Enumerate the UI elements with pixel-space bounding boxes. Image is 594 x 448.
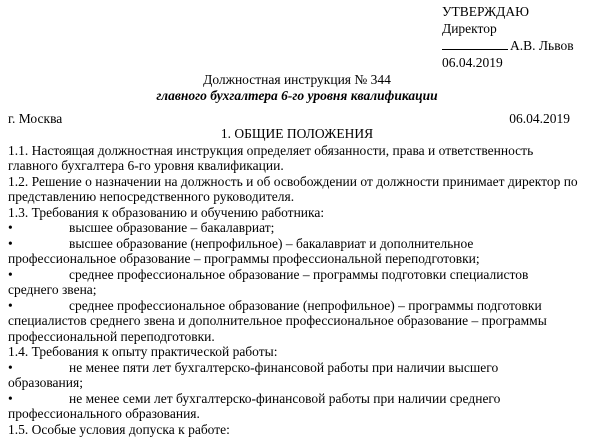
signature-line bbox=[442, 37, 508, 50]
document-title: Должностная инструкция № 344 bbox=[203, 72, 391, 87]
approval-date: 06.04.2019 bbox=[442, 54, 503, 70]
bullet-icon: • bbox=[8, 359, 13, 375]
document-city: г. Москва bbox=[8, 111, 63, 126]
bullet-icon: • bbox=[8, 220, 13, 235]
approval-signer: А.В. Львов bbox=[510, 38, 574, 53]
list-item-text: высшее образование – бакалавриат; bbox=[69, 220, 275, 235]
list-item bbox=[8, 220, 586, 236]
paragraph-1-3: 1.3. Требования к образованию и обучению работника: bbox=[8, 204, 325, 220]
list-item: • среднее профессиональное образование (непрофильное) – программы подготовки специалистов среднего звена и дополнительное профессиональное образование – программы профессиональной переподготовки. bbox=[8, 297, 547, 344]
list-item: • высшее образование (непрофильное) – бакалавриат и дополнительное профессиональное образование – программы профессиональной переподготовки; bbox=[8, 235, 480, 266]
section-heading: 1. ОБЩИЕ ПОЛОЖЕНИЯ bbox=[220, 126, 374, 141]
bullet-icon: • bbox=[8, 235, 13, 251]
paragraph-1-5: 1.5. Особые условия допуска к работе: bbox=[8, 421, 230, 437]
document-body bbox=[8, 126, 586, 437]
list-item: • среднее профессиональное образование – программы подготовки специалистов среднего звена; bbox=[8, 266, 529, 297]
document-date: 06.04.2019 bbox=[509, 111, 570, 126]
list-item: • не менее семи лет бухгалтерско-финансовой работы при наличии среднего профессионального образования. bbox=[8, 390, 501, 421]
document-subtitle: главного бухгалтера 6-го уровня квалификации bbox=[156, 88, 438, 103]
paragraph-1-1: 1.1. Настоящая должностная инструкция определяет обязанности, права и ответственность главного бухгалтера 6-го уровня квалификации. bbox=[8, 142, 534, 173]
bullet-icon: • bbox=[8, 390, 13, 406]
paragraph-1-4: 1.4. Требования к опыту практической работы: bbox=[8, 344, 278, 359]
bullet-icon: • bbox=[8, 266, 13, 282]
bullet-icon: • bbox=[8, 297, 13, 313]
paragraph-1-2: 1.2. Решение о назначении на должность и об освобождении от должности принимает директор по представлению непосредственного руководителя. bbox=[8, 173, 578, 204]
approval-position: Директор bbox=[442, 20, 497, 36]
approval-block bbox=[442, 4, 590, 71]
list-item: • не менее пяти лет бухгалтерско-финансовой работы при наличии высшего образования; bbox=[8, 359, 499, 390]
approval-signature-row bbox=[442, 37, 590, 55]
approval-title: УТВЕРЖДАЮ bbox=[442, 4, 530, 19]
